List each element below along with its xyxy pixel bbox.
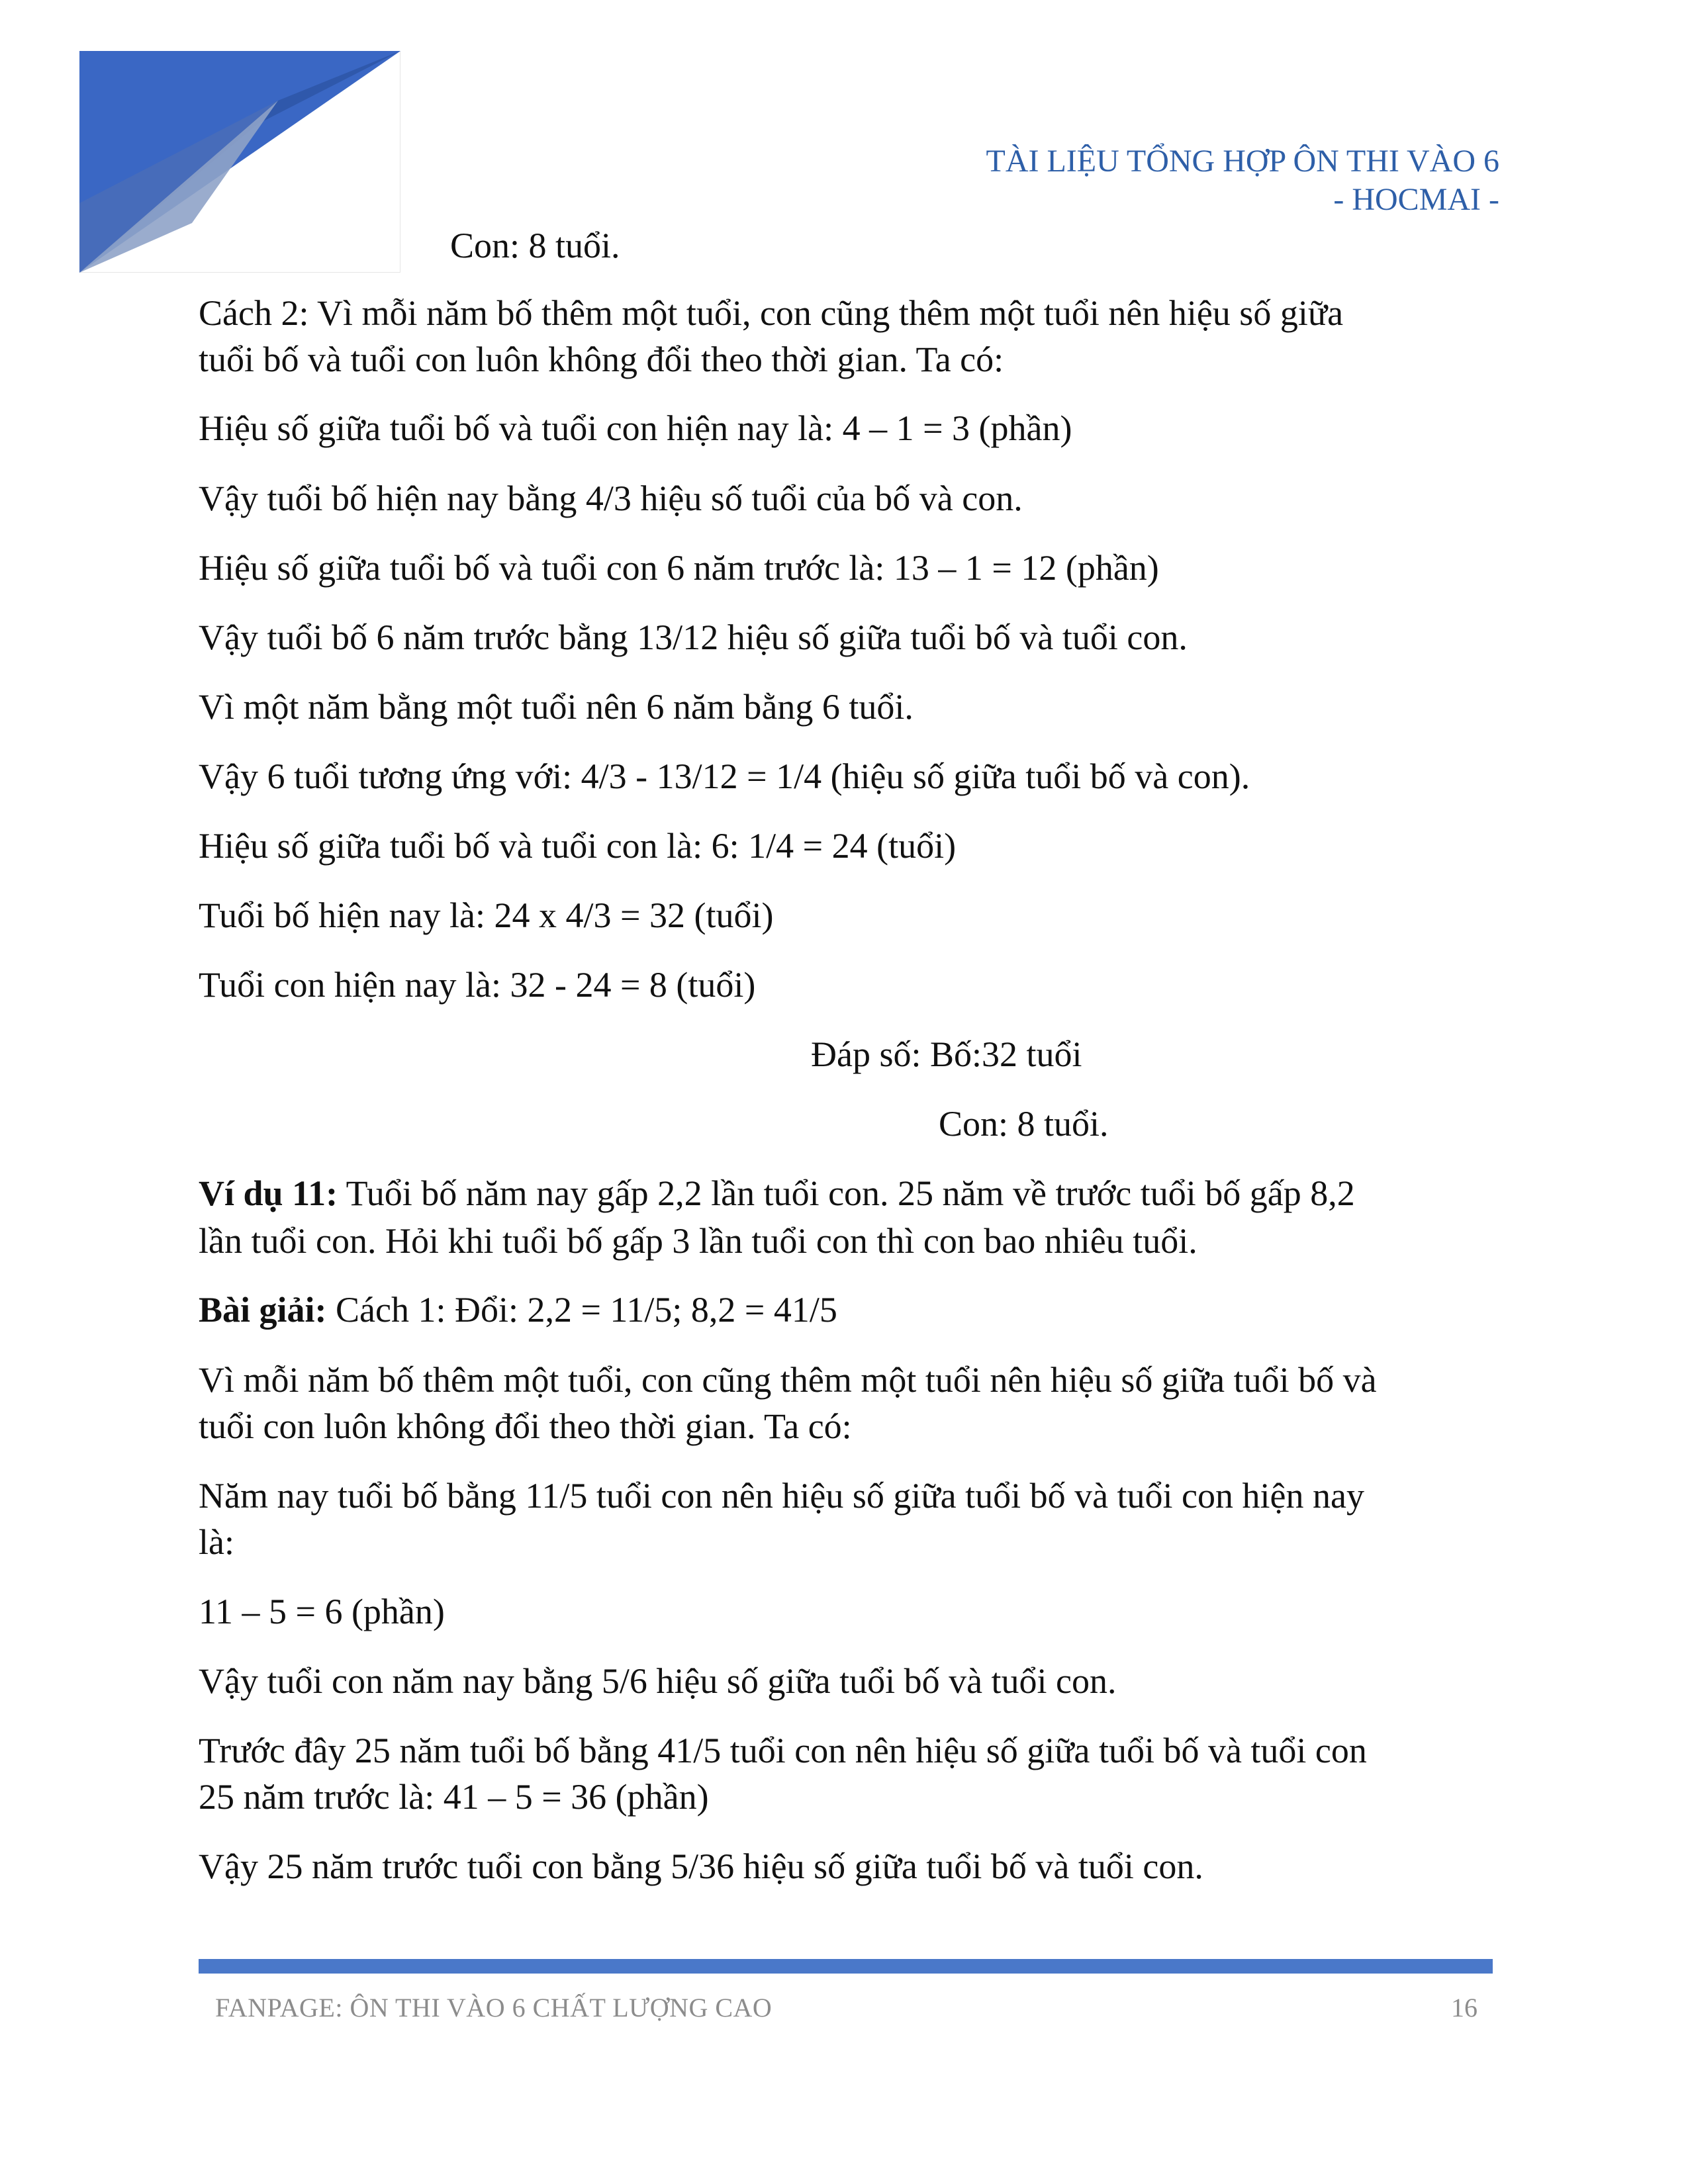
header-title: TÀI LIỆU TỔNG HỢP ÔN THI VÀO 6 [986, 144, 1499, 179]
text-line: Vậy 25 năm trước tuổi con bằng 5/36 hiệu số giữa tuổi bố và tuổi con. [199, 1846, 1203, 1886]
solution-heading-line [199, 1287, 837, 1333]
solution-text: Cách 1: Đổi: 2,2 = 11/5; 8,2 = 41/5 [326, 1290, 837, 1330]
text-line: là: [199, 1522, 234, 1562]
footer-fanpage: FANPAGE: ÔN THI VÀO 6 CHẤT LƯỢNG CAO [215, 1993, 773, 2023]
text-line: Cách 2: Vì mỗi năm bố thêm một tuổi, con cũng thêm một tuổi nên hiệu số giữa [199, 293, 1344, 333]
text-line: Vậy tuổi con năm nay bằng 5/6 hiệu số giữa tuổi bố và tuổi con. [199, 1661, 1117, 1701]
text-line: tuổi con luôn không đổi theo thời gian. Ta có: [199, 1406, 852, 1446]
example-heading-line [199, 1170, 1355, 1216]
text-line: 11 – 5 = 6 (phần) [199, 1592, 445, 1631]
text-line: Hiệu số giữa tuổi bố và tuổi con hiện nay là: 4 – 1 = 3 (phần) [199, 408, 1072, 448]
text-line: lần tuổi con. Hỏi khi tuổi bố gấp 3 lần tuổi con thì con bao nhiêu tuổi. [199, 1221, 1197, 1261]
text-line: Vì mỗi năm bố thêm một tuổi, con cũng thêm một tuổi nên hiệu số giữa tuổi bố và [199, 1360, 1377, 1400]
text-line: Tuổi con hiện nay là: 32 - 24 = 8 (tuổi) [199, 965, 756, 1005]
hocmai-logo [79, 51, 400, 273]
header-subtitle: - HOCMAI - [1333, 182, 1499, 217]
solution-label: Bài giải: [199, 1290, 327, 1330]
example-text: Tuổi bố năm nay gấp 2,2 lần tuổi con. 25 năm về trước tuổi bố gấp 8,2 [338, 1173, 1355, 1213]
text-line: Tuổi bố hiện nay là: 24 x 4/3 = 32 (tuổi) [199, 895, 774, 935]
text-line: Hiệu số giữa tuổi bố và tuổi con 6 năm trước là: 13 – 1 = 12 (phần) [199, 548, 1159, 588]
text-line: Vậy tuổi bố 6 năm trước bằng 13/12 hiệu số giữa tuổi bố và tuổi con. [199, 617, 1188, 657]
example-label: Ví dụ 11: [199, 1173, 338, 1213]
answer-line: Con: 8 tuổi. [939, 1104, 1109, 1144]
footer-divider [199, 1959, 1493, 1974]
text-line: Vì một năm bằng một tuổi nên 6 năm bằng 6 tuổi. [199, 687, 914, 727]
page-number: 16 [1451, 1993, 1477, 2023]
document-header [986, 142, 1500, 219]
text-line: Hiệu số giữa tuổi bố và tuổi con là: 6: 1/4 = 24 (tuổi) [199, 826, 957, 866]
text-line: Con: 8 tuổi. [450, 226, 620, 265]
text-line: Năm nay tuổi bố bằng 11/5 tuổi con nên hiệu số giữa tuổi bố và tuổi con hiện nay [199, 1476, 1364, 1516]
text-line: Vậy tuổi bố hiện nay bằng 4/3 hiệu số tuổi của bố và con. [199, 478, 1023, 518]
text-line: 25 năm trước là: 41 – 5 = 36 (phần) [199, 1777, 709, 1817]
answer-line: Đáp số: Bố:32 tuổi [811, 1034, 1082, 1074]
text-line: tuổi bố và tuổi con luôn không đổi theo thời gian. Ta có: [199, 340, 1004, 379]
text-line: Vậy 6 tuổi tương ứng với: 4/3 - 13/12 = 1/4 (hiệu số giữa tuổi bố và con). [199, 756, 1250, 796]
text-line: Trước đây 25 năm tuổi bố bằng 41/5 tuổi con nên hiệu số giữa tuổi bố và tuổi con [199, 1731, 1367, 1770]
